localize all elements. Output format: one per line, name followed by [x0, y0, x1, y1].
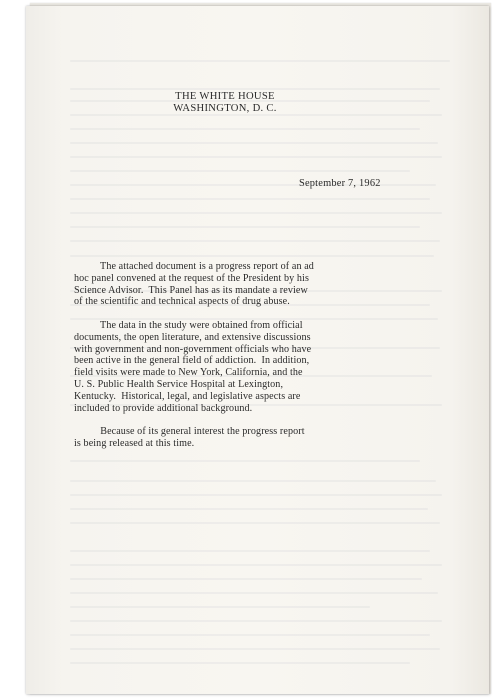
- paragraph-data: [74, 320, 414, 414]
- show-through-line: [70, 128, 420, 130]
- text-line: The attached document is a progress report of an ad: [74, 261, 314, 272]
- text-line: Because of its general interest the progress report: [74, 426, 305, 437]
- show-through-line: [70, 648, 440, 650]
- show-through-line: [70, 564, 442, 566]
- show-through-line: [70, 212, 442, 214]
- text-line: documents, the open literature, and extensive discussions: [74, 331, 311, 343]
- show-through-line: [70, 662, 410, 664]
- paragraph-release: [74, 426, 414, 450]
- text-line: Science Advisor. This Panel has as its mandate a review: [74, 284, 308, 296]
- text-line: U. S. Public Health Service Hospital at Lexington,: [74, 378, 284, 390]
- paragraph-intro: [74, 261, 414, 308]
- show-through-line: [70, 226, 420, 228]
- show-through-line: [70, 522, 440, 524]
- show-through-line: [70, 634, 430, 636]
- document-date: September 7, 1962: [299, 178, 381, 189]
- show-through-line: [70, 578, 422, 580]
- letterhead: [150, 91, 300, 115]
- show-through-line: [70, 255, 434, 257]
- show-through-line: [70, 494, 442, 496]
- show-through-line: [70, 184, 436, 186]
- text-line: Kentucky. Historical, legal, and legislative aspects are: [74, 390, 301, 402]
- show-through-line: [70, 460, 420, 462]
- show-through-line: [70, 60, 450, 62]
- text-line: The data in the study were obtained from official: [74, 320, 303, 331]
- text-line: hoc panel convened at the request of the President by his: [74, 272, 309, 284]
- show-through-line: [70, 606, 370, 608]
- show-through-line: [70, 592, 438, 594]
- show-through-line: [70, 550, 430, 552]
- show-through-line: [70, 142, 438, 144]
- show-through-line: [70, 170, 410, 172]
- show-through-line: [70, 156, 442, 158]
- show-through-line: [70, 198, 430, 200]
- show-through-line: [70, 480, 436, 482]
- show-through-line: [70, 240, 440, 242]
- text-line: been active in the general field of addiction. In addition,: [74, 355, 310, 367]
- show-through-line: [70, 620, 442, 622]
- text-line: of the scientific and technical aspects of drug abuse.: [74, 296, 290, 308]
- text-line: with government and non-government officials who have: [74, 343, 312, 355]
- show-through-line: [70, 88, 440, 90]
- text-line: field visits were made to New York, California, and the: [74, 367, 303, 379]
- letterhead-title: THE WHITE HOUSE: [175, 91, 275, 102]
- text-line: included to provide additional background.: [74, 402, 253, 414]
- show-through-line: [70, 508, 428, 510]
- letterhead-location: WASHINGTON, D. C.: [173, 103, 277, 114]
- text-line: is being released at this time.: [74, 437, 195, 449]
